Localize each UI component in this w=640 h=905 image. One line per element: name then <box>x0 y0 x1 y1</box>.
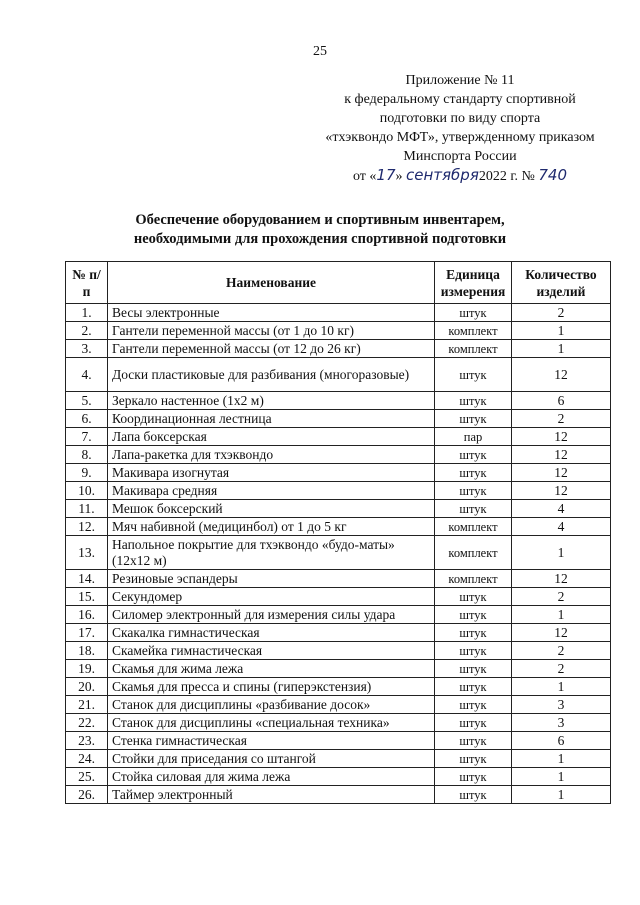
table-row <box>66 410 611 428</box>
cell-name: Гантели переменной массы (от 12 до 26 кг) <box>108 340 435 358</box>
document-title: Обеспечение оборудованием и спортивным инвентарем, необходимыми для прохождения спортивной подготовки <box>133 212 507 247</box>
cell-num: 7. <box>66 428 108 446</box>
cell-num: 11. <box>66 500 108 518</box>
table-row <box>66 750 611 768</box>
cell-name: Стойка силовая для жима лежа <box>108 768 435 786</box>
cell-qty: 4 <box>512 500 611 518</box>
table-row <box>66 678 611 696</box>
cell-name: Стойки для приседания со штангой <box>108 750 435 768</box>
table-row <box>66 340 611 358</box>
table-row <box>66 786 611 804</box>
cell-num: 8. <box>66 446 108 464</box>
cell-name: Станок для дисциплины «разбивание досок» <box>108 696 435 714</box>
cell-qty: 1 <box>512 322 611 340</box>
cell-unit: штук <box>435 464 512 482</box>
appendix-line: Минспорта России <box>403 149 517 164</box>
table-row <box>66 642 611 660</box>
order-date-line <box>300 166 620 186</box>
cell-qty: 1 <box>512 536 611 570</box>
cell-unit: комплект <box>435 322 512 340</box>
table-row <box>66 304 611 322</box>
table-row <box>66 500 611 518</box>
cell-name: Резиновые эспандеры <box>108 570 435 588</box>
header-qty: Количество изделий <box>512 262 611 304</box>
appendix-line: подготовки по виду спорта <box>379 111 541 126</box>
cell-qty: 12 <box>512 428 611 446</box>
cell-unit: штук <box>435 482 512 500</box>
cell-num: 20. <box>66 678 108 696</box>
cell-num: 17. <box>66 624 108 642</box>
table-header-row <box>66 262 611 304</box>
table-row <box>66 518 611 536</box>
cell-unit: штук <box>435 678 512 696</box>
cell-num: 15. <box>66 588 108 606</box>
cell-num: 1. <box>66 304 108 322</box>
table-row <box>66 714 611 732</box>
date-mid: » <box>395 169 403 184</box>
cell-qty: 1 <box>512 786 611 804</box>
handwritten-day: 17 <box>376 166 396 184</box>
cell-num: 16. <box>66 606 108 624</box>
cell-qty: 1 <box>512 340 611 358</box>
cell-unit: штук <box>435 714 512 732</box>
cell-num: 25. <box>66 768 108 786</box>
cell-num: 21. <box>66 696 108 714</box>
cell-unit: штук <box>435 588 512 606</box>
cell-num: 5. <box>66 392 108 410</box>
cell-unit: штук <box>435 410 512 428</box>
header-unit: Единица измерения <box>435 262 512 304</box>
cell-unit: штук <box>435 500 512 518</box>
table-row <box>66 464 611 482</box>
table-row <box>66 428 611 446</box>
cell-qty: 3 <box>512 696 611 714</box>
cell-num: 13. <box>66 536 108 570</box>
cell-unit: комплект <box>435 340 512 358</box>
cell-num: 18. <box>66 642 108 660</box>
cell-num: 2. <box>66 322 108 340</box>
table-body <box>66 304 611 804</box>
cell-qty: 1 <box>512 678 611 696</box>
table-row <box>66 536 611 570</box>
cell-name: Станок для дисциплины «специальная техника» <box>108 714 435 732</box>
cell-unit: штук <box>435 606 512 624</box>
cell-qty: 2 <box>512 660 611 678</box>
cell-name: Мяч набивной (медицинбол) от 1 до 5 кг <box>108 518 435 536</box>
cell-qty: 12 <box>512 446 611 464</box>
header-num: № п/п <box>66 262 108 304</box>
table-row <box>66 570 611 588</box>
cell-unit: штук <box>435 750 512 768</box>
cell-qty: 1 <box>512 750 611 768</box>
handwritten-month: сентября <box>406 166 479 184</box>
cell-name: Макивара изогнутая <box>108 464 435 482</box>
cell-num: 6. <box>66 410 108 428</box>
date-prefix: от « <box>352 169 377 184</box>
table-row <box>66 322 611 340</box>
cell-qty: 2 <box>512 304 611 322</box>
page-number: 25 <box>313 44 327 59</box>
cell-qty: 1 <box>512 768 611 786</box>
cell-qty: 12 <box>512 482 611 500</box>
cell-qty: 6 <box>512 392 611 410</box>
table-row <box>66 732 611 750</box>
appendix-line: «тхэквондо МФТ», утвержденному приказом <box>325 130 595 145</box>
cell-unit: комплект <box>435 536 512 570</box>
table-row <box>66 624 611 642</box>
cell-unit: штук <box>435 642 512 660</box>
appendix-header <box>300 71 620 186</box>
table-row <box>66 768 611 786</box>
cell-name: Лапа-ракетка для тхэквондо <box>108 446 435 464</box>
cell-unit: пар <box>435 428 512 446</box>
cell-unit: штук <box>435 358 512 392</box>
cell-name: Скамья для жима лежа <box>108 660 435 678</box>
cell-qty: 2 <box>512 588 611 606</box>
cell-name: Скамейка гимнастическая <box>108 642 435 660</box>
cell-name: Секундомер <box>108 588 435 606</box>
cell-name: Мешок боксерский <box>108 500 435 518</box>
cell-num: 19. <box>66 660 108 678</box>
cell-name: Гантели переменной массы (от 1 до 10 кг) <box>108 322 435 340</box>
cell-unit: штук <box>435 446 512 464</box>
cell-unit: штук <box>435 660 512 678</box>
cell-name: Таймер электронный <box>108 786 435 804</box>
cell-name: Весы электронные <box>108 304 435 322</box>
cell-unit: штук <box>435 304 512 322</box>
cell-qty: 12 <box>512 358 611 392</box>
cell-qty: 2 <box>512 642 611 660</box>
cell-unit: комплект <box>435 518 512 536</box>
cell-unit: штук <box>435 392 512 410</box>
cell-num: 23. <box>66 732 108 750</box>
date-year: 2022 г. № <box>478 169 535 184</box>
header-name: Наименование <box>108 262 435 304</box>
cell-name: Скакалка гимнастическая <box>108 624 435 642</box>
handwritten-order-number: 740 <box>538 166 568 184</box>
table-row <box>66 696 611 714</box>
appendix-line: к федеральному стандарту спортивной <box>344 92 576 107</box>
cell-name: Доски пластиковые для разбивания (многоразовые) <box>108 358 435 392</box>
table-row <box>66 660 611 678</box>
cell-qty: 3 <box>512 714 611 732</box>
cell-num: 4. <box>66 358 108 392</box>
cell-qty: 12 <box>512 464 611 482</box>
cell-qty: 4 <box>512 518 611 536</box>
appendix-line: Приложение № 11 <box>405 73 515 88</box>
equipment-table <box>65 261 611 804</box>
cell-num: 3. <box>66 340 108 358</box>
cell-num: 14. <box>66 570 108 588</box>
cell-name: Стенка гимнастическая <box>108 732 435 750</box>
cell-qty: 12 <box>512 624 611 642</box>
cell-num: 26. <box>66 786 108 804</box>
cell-qty: 2 <box>512 410 611 428</box>
table-row <box>66 446 611 464</box>
cell-unit: штук <box>435 624 512 642</box>
cell-num: 12. <box>66 518 108 536</box>
table-row <box>66 588 611 606</box>
cell-name: Скамья для пресса и спины (гиперэкстензия) <box>108 678 435 696</box>
cell-name: Макивара средняя <box>108 482 435 500</box>
table-row <box>66 482 611 500</box>
cell-name: Силомер электронный для измерения силы удара <box>108 606 435 624</box>
table-row <box>66 392 611 410</box>
cell-qty: 6 <box>512 732 611 750</box>
cell-unit: штук <box>435 696 512 714</box>
cell-qty: 12 <box>512 570 611 588</box>
cell-name: Лапа боксерская <box>108 428 435 446</box>
table-row <box>66 606 611 624</box>
cell-unit: комплект <box>435 570 512 588</box>
table-row <box>66 358 611 392</box>
cell-num: 9. <box>66 464 108 482</box>
cell-name: Зеркало настенное (1х2 м) <box>108 392 435 410</box>
cell-num: 10. <box>66 482 108 500</box>
cell-qty: 1 <box>512 606 611 624</box>
cell-unit: штук <box>435 786 512 804</box>
cell-name: Координационная лестница <box>108 410 435 428</box>
cell-unit: штук <box>435 768 512 786</box>
cell-num: 24. <box>66 750 108 768</box>
cell-unit: штук <box>435 732 512 750</box>
cell-name: Напольное покрытие для тхэквондо «будо-маты» (12х12 м) <box>108 536 435 570</box>
cell-num: 22. <box>66 714 108 732</box>
